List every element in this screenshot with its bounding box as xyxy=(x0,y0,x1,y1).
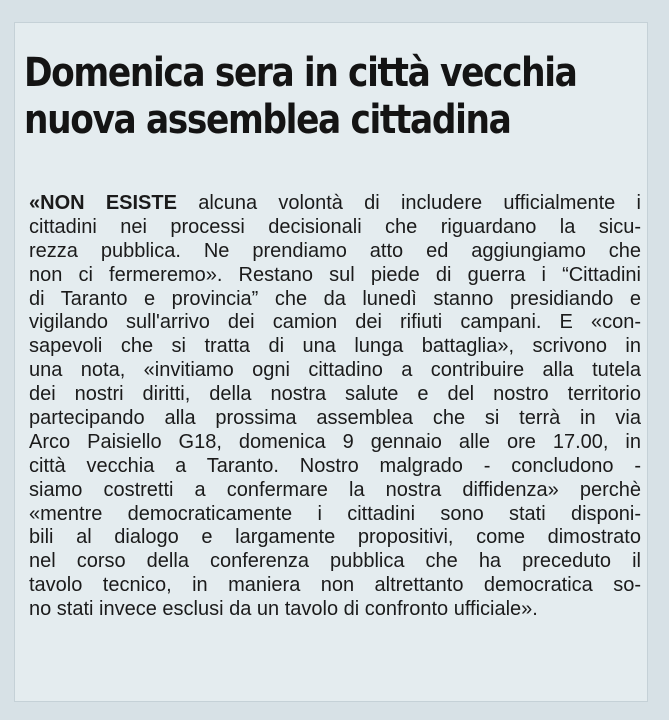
headline xyxy=(24,50,577,144)
article-line: rezza pubblica. Ne prendiamo atto ed aggiungiamo che xyxy=(29,239,641,262)
article-line: di Taranto e provincia” che da lunedì stanno presidiando e xyxy=(29,287,641,310)
article-line: città vecchia a Taranto. Nostro malgrado - concludono - xyxy=(29,454,641,477)
headline-line: nuova assemblea cittadina xyxy=(24,97,511,143)
article-line: Arco Paisiello G18, domenica 9 gennaio alle ore 17.00, in xyxy=(29,430,641,453)
article-line: partecipando alla prossima assemblea che si terrà in via xyxy=(29,407,641,430)
article-line: «mentre democraticamente i cittadini sono stati disponi- xyxy=(29,502,641,525)
article-line: dei nostri diritti, della nostra salute e del nostro territorio xyxy=(29,383,641,406)
headline-line: Domenica sera in città vecchia xyxy=(24,50,577,96)
article-line: no stati invece esclusi da un tavolo di confronto ufficiale». xyxy=(29,598,538,621)
article-line: tavolo tecnico, in maniera non altrettanto democratica so- xyxy=(29,574,641,597)
article-line: bili al dialogo e largamente propositivi, come dimostrato xyxy=(29,526,641,549)
article-body xyxy=(29,192,641,622)
article-line: vigilando sull'arrivo dei camion dei rifiuti campani. E «con- xyxy=(29,311,641,334)
newspaper-clipping xyxy=(14,22,648,702)
article-line-text: alcuna volontà di includere ufficialmente i xyxy=(176,192,641,214)
article-line: cittadini nei processi decisionali che riguardano la sicu- xyxy=(29,215,641,238)
article-line: nel corso della conferenza pubblica che ha preceduto il xyxy=(29,550,641,573)
article-lead: «NON ESISTE xyxy=(29,192,177,214)
article-line: una nota, «invitiamo ogni cittadino a contribuire alla tutela xyxy=(29,359,641,382)
article-line xyxy=(29,192,641,216)
article-line: non ci fermeremo». Restano sul piede di guerra i “Cittadini xyxy=(29,263,641,286)
article-line: sapevoli che si tratta di una lunga battaglia», scrivono in xyxy=(29,335,641,358)
article-line: siamo costretti a confermare la nostra diffidenza» perchè xyxy=(29,478,641,501)
